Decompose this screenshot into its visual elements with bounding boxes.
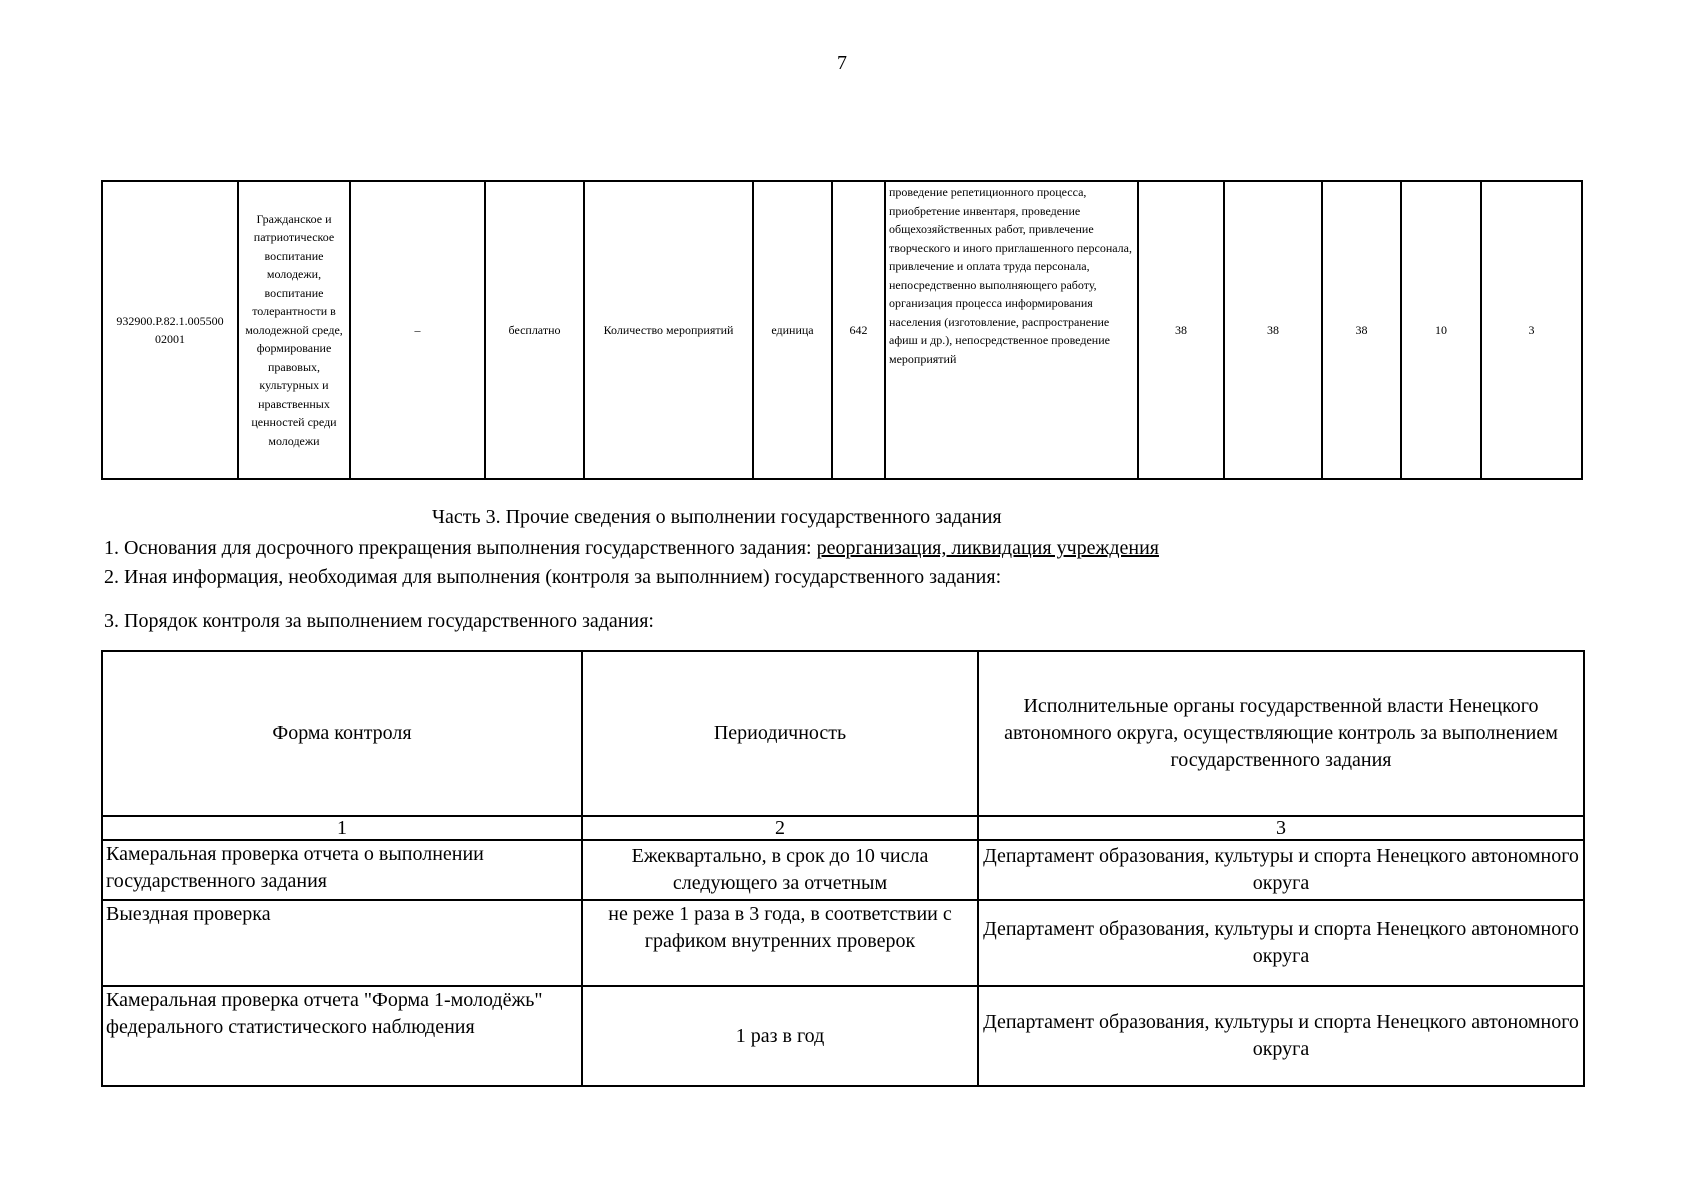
header-authority: Исполнительные органы государственной власти Ненецкого автономного округа, осуществляющие контроль за выполнением государственного задания	[978, 651, 1584, 816]
part3-item-1	[104, 537, 1159, 560]
authority-cell: Департамент образования, культуры и спорта Ненецкого автономного округа	[978, 840, 1584, 900]
item-1-text: 1. Основания для досрочного прекращения выполнения государственного задания:	[104, 537, 817, 559]
service-indicators-table	[101, 180, 1583, 480]
payment-cell: бесплатно	[485, 181, 584, 479]
header-period: Периодичность	[582, 651, 978, 816]
period-cell: Ежеквартально, в срок до 10 числа следующего за отчетным	[582, 840, 978, 900]
table-row	[102, 900, 1584, 986]
header-row	[102, 651, 1584, 816]
column-number-1: 1	[102, 816, 582, 840]
period-cell: 1 раз в год	[582, 986, 978, 1086]
period-cell: не реже 1 раза в 3 года, в соответствии с графиком внутренних проверок	[582, 900, 978, 986]
table-row	[102, 840, 1584, 900]
page-number: 7	[837, 52, 847, 74]
form-cell: Камеральная проверка отчета о выполнении государственного задания	[102, 840, 582, 900]
value-cell-2: 38	[1224, 181, 1322, 479]
header-form: Форма контроля	[102, 651, 582, 816]
column-number-2: 2	[582, 816, 978, 840]
table-row	[102, 986, 1584, 1086]
description-cell: проведение репетиционного процесса, приобретение инвентаря, проведение общехозяйственных работ, привлечение творческого и иного приглашенного персонала, привлечение и оплата труда персонала, непосредственно выполняющего работу, организация процесса информирования населения (изготовление, распространение афиш и др.), непосредственное проведение мероприятий	[885, 181, 1138, 479]
item-1-value: реорганизация, ликвидация учреждения	[816, 537, 1159, 559]
registry-code-cell: 932900.Р.82.1.005500 02001	[102, 181, 238, 479]
column-number-3: 3	[978, 816, 1584, 840]
part3-item-2: 2. Иная информация, необходимая для выполнения (контроля за выполннием) государственного задания:	[104, 566, 1002, 588]
authority-cell: Департамент образования, культуры и спорта Ненецкого автономного округа	[978, 900, 1584, 986]
value-cell-4: 10	[1401, 181, 1481, 479]
okei-cell: 642	[832, 181, 885, 479]
form-cell: Выездная проверка	[102, 900, 582, 986]
value-cell-3: 38	[1322, 181, 1401, 479]
control-procedure-table	[101, 650, 1585, 1087]
content-cell: Гражданское и патриотическое воспитание молодежи, воспитание толерантности в молодежной среде, формирование правовых, культурных и нравственных ценностей среди молодежи	[238, 181, 350, 479]
form-cell: Камеральная проверка отчета "Форма 1-молодёжь" федерального статистического наблюдения	[102, 986, 582, 1086]
number-row	[102, 816, 1584, 840]
part3-title: Часть 3. Прочие сведения о выполнении государственного задания	[432, 506, 1002, 528]
authority-cell: Департамент образования, культуры и спорта Ненецкого автономного округа	[978, 986, 1584, 1086]
condition-cell: –	[350, 181, 485, 479]
indicator-cell: Количество мероприятий	[584, 181, 753, 479]
table-row	[102, 181, 1582, 479]
value-cell-5: 3	[1481, 181, 1582, 479]
part3-item-3: 3. Порядок контроля за выполнением государственного задания:	[104, 610, 654, 632]
unit-cell: единица	[753, 181, 832, 479]
value-cell-1: 38	[1138, 181, 1224, 479]
